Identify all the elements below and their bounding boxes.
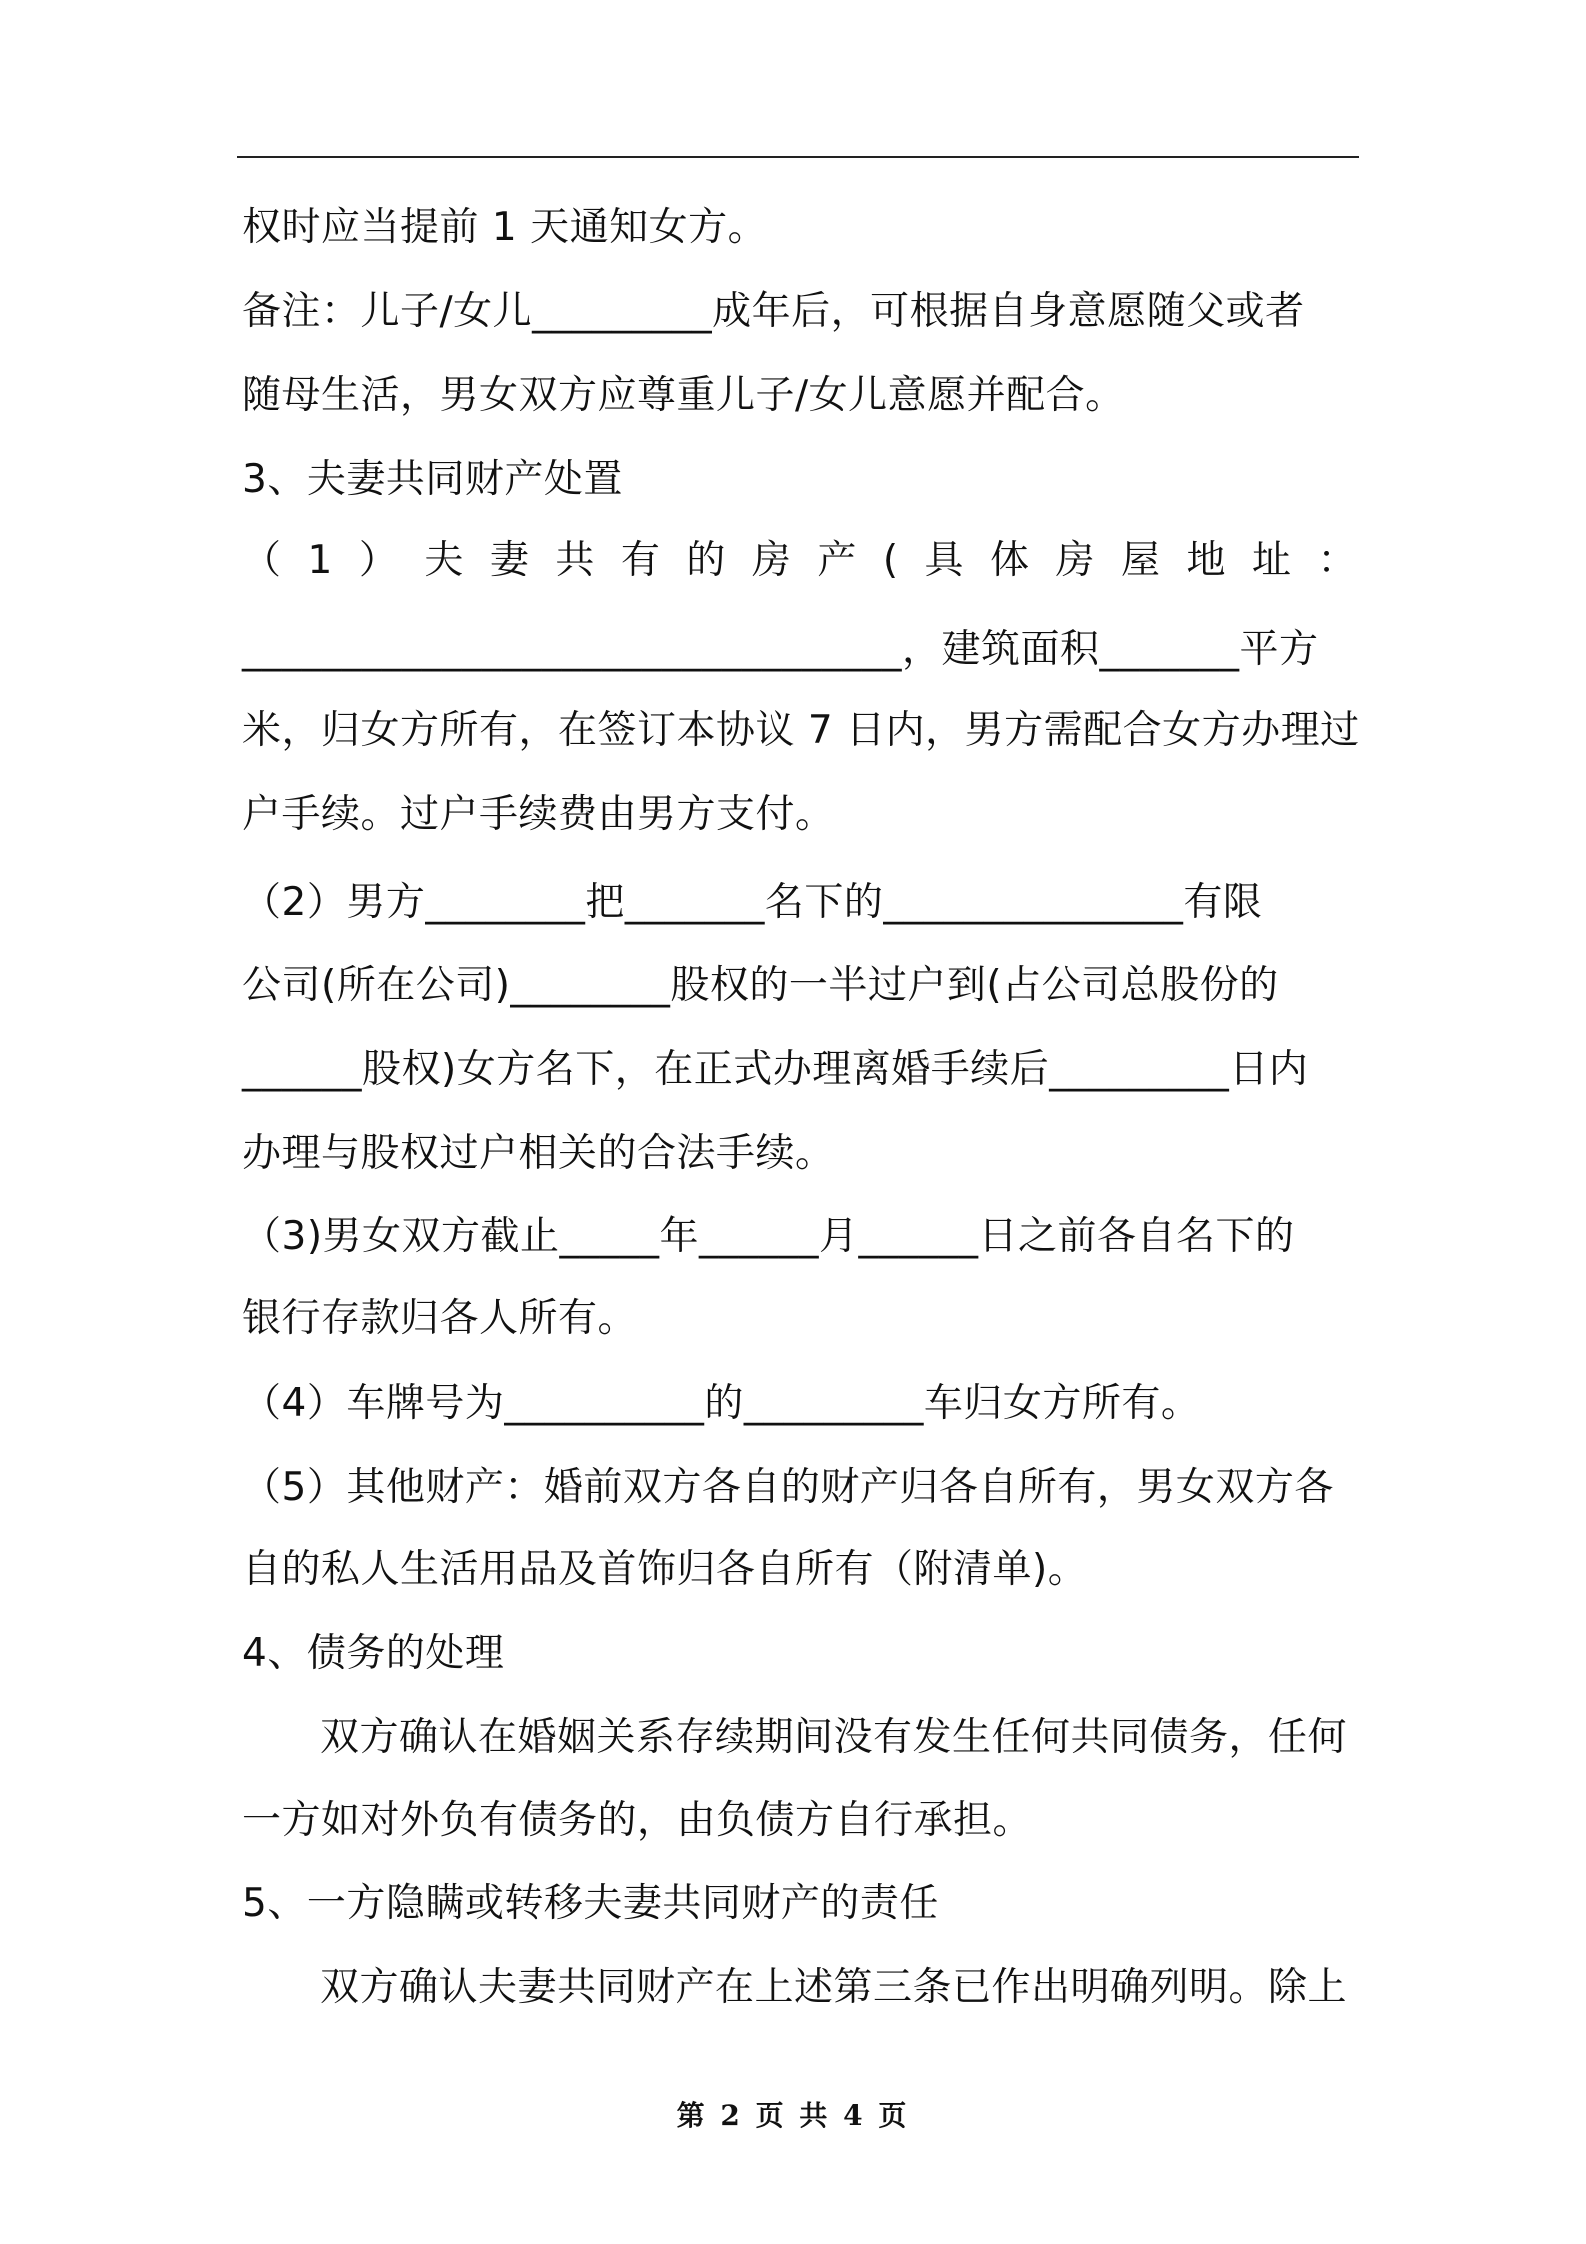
text-line: 一方如对外负有债务的，由负债方自行承担。 bbox=[242, 1798, 1033, 1843]
text-line: 双方确认夫妻共同财产在上述第三条已作出明确列明。除上 bbox=[320, 1965, 1348, 2010]
text-line: 双方确认在婚姻关系存续期间没有发生任何共同债务，任何 bbox=[320, 1715, 1348, 1760]
text-line: 备注：儿子/女儿_________成年后，可根据自身意愿随父或者 bbox=[242, 289, 1305, 334]
section-heading: 4、债务的处理 bbox=[242, 1631, 505, 1676]
text-line: 自的私人生活用品及首饰归各自所有（附清单)。 bbox=[242, 1547, 1088, 1592]
text-line: （3)男女双方截止_____年______月______日之前各自名下的 bbox=[242, 1214, 1295, 1259]
section-heading: 3、夫妻共同财产处置 bbox=[242, 457, 623, 502]
text-line: 权时应当提前 1 天通知女方。 bbox=[242, 205, 768, 250]
text-line: 公司(所在公司)________股权的一半过户到(占公司总股份的 bbox=[242, 963, 1279, 1008]
text-line: （5）其他财产：婚前双方各自的财产归各自所有，男女双方各 bbox=[242, 1465, 1334, 1510]
text-line: ______股权)女方名下，在正式办理离婚手续后_________日内 bbox=[242, 1047, 1309, 1092]
text-line: （4）车牌号为__________的_________车归女方所有。 bbox=[242, 1381, 1201, 1426]
text-line: 银行存款归各人所有。 bbox=[242, 1296, 638, 1341]
text-line: 米，归女方所有，在签订本协议 7 日内，男方需配合女方办理过 bbox=[242, 708, 1360, 753]
text-line: （1）夫妻共有的房产(具体房屋地址： bbox=[242, 538, 1384, 583]
text-line: 办理与股权过户相关的合法手续。 bbox=[242, 1131, 835, 1176]
page-number-footer: 第 2 页 共 4 页 bbox=[676, 2099, 910, 2132]
text-line: 户手续。过户手续费由男方支付。 bbox=[242, 792, 835, 837]
header-rule bbox=[237, 156, 1359, 158]
text-line: _________________________________，建筑面积_______平方 bbox=[242, 627, 1319, 672]
text-line: （2）男方________把_______名下的_______________有限 bbox=[242, 880, 1263, 925]
section-heading: 5、一方隐瞒或转移夫妻共同财产的责任 bbox=[242, 1881, 939, 1926]
text-line: 随母生活，男女双方应尊重儿子/女儿意愿并配合。 bbox=[242, 373, 1125, 418]
